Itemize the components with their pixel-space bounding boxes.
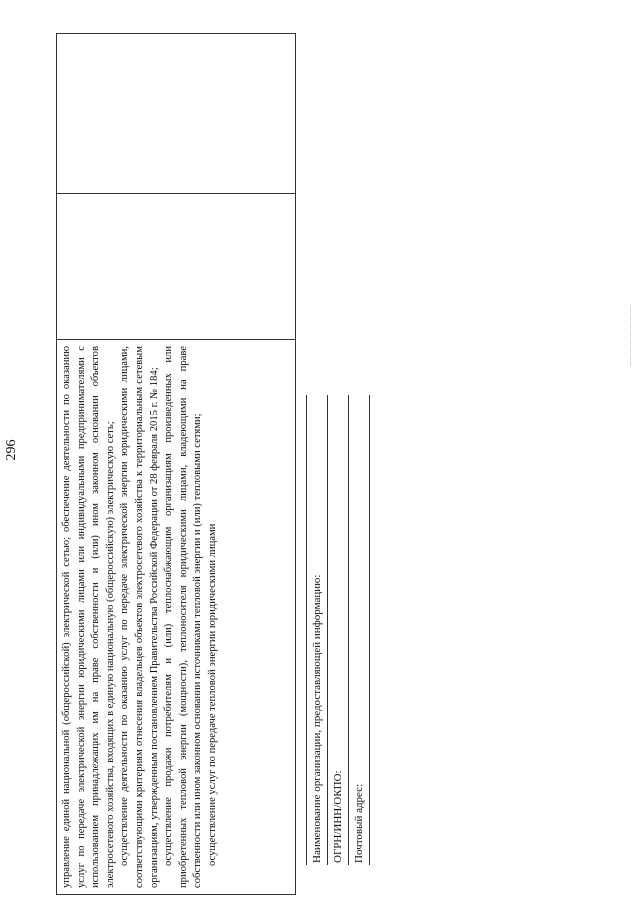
empty-cell-right <box>57 34 295 193</box>
paragraph-grid-management: управление единой национальной (общероссийской) электрической сетью; обеспечение деятельности по оказанию услуг по передаче электрической энергии юридическими лицами или индивидуальными предпринимателями с использованием принадлежащих им на праве собственности и (или) ином законном основании объектов электросетевого хозяйства, входящих в единую национальную (общероссийскую) электрическую сеть; <box>61 346 116 888</box>
paragraph-heat-transmission: осуществление услуг по передаче тепловой энергии юридическими лицами <box>206 523 218 866</box>
paragraph-heat-sales: осуществление продажи потребителям и (или) теплоснабжающим организациям произведенных или приобретенных тепловой энергии (мощности), теплоносителя юридическими лицами, владеющими на праве собственности или ином законном основании источниками тепловой энергии и (или) тепловыми сетями; <box>163 346 204 888</box>
page-number: 296 <box>4 439 19 461</box>
activity-description-cell <box>57 339 295 894</box>
activity-table <box>56 33 296 895</box>
ogrn-line: ОГРН/ИНН/ОКПО: <box>328 395 349 865</box>
paragraph-territorial-grid: осуществление деятельности по оказанию услуг по передаче электрической энергии юридическими лицами, соответствующими критериям отнесения владельцев объектов электросетевого хозяйства к территориальным сетевым организациям, утвержденным постановлением Правительства Российской Федерации от 28 февраля 2015 г. № 184; <box>119 346 160 888</box>
org-name-line: Наименование организации, предоставляющей информацию: <box>306 395 328 865</box>
empty-cell-middle <box>57 193 295 339</box>
organization-info-form <box>306 395 370 865</box>
margin-mark <box>630 305 631 365</box>
address-line: Почтовый адрес: <box>349 395 370 865</box>
